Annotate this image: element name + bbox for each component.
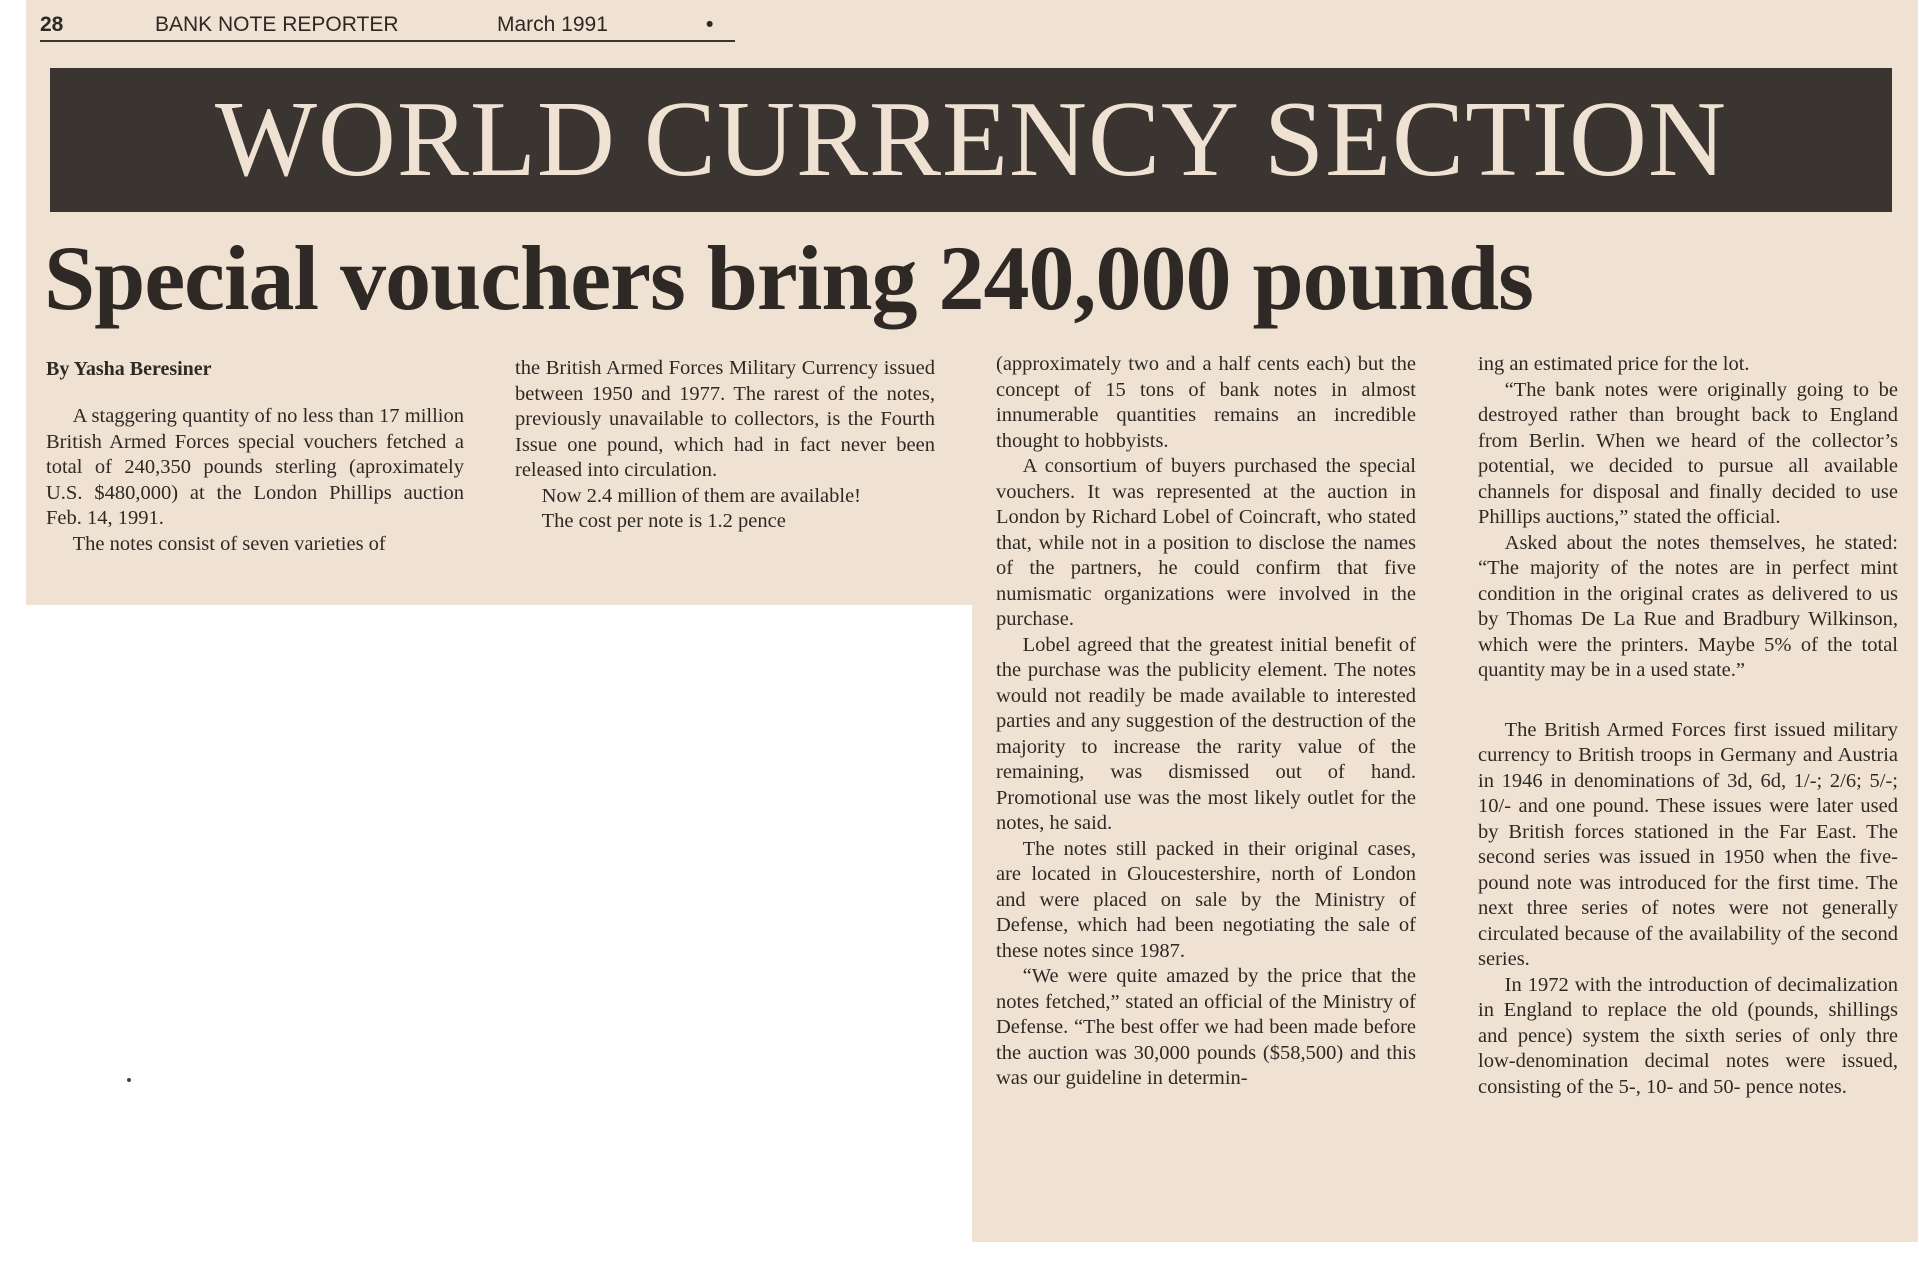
paragraph: Asked about the notes themselves, he stated: “The majority of the notes are in perfect mint condition in the original crates as delivered to us by Thomas De La Rue and Bradbury Wilkinson, which were the printers. Maybe 5% of the total quantity may be in a used state.” <box>1478 531 1898 681</box>
section-title: WORLD CURRENCY SECTION <box>214 80 1727 199</box>
section-gap <box>1478 684 1898 718</box>
paragraph: Lobel agreed that the greatest initial benefit of the purchase was the publicity element. The notes would not readily be made available to interested parties and any suggestion of the destruction of the majority to increase the rarity value of the remaining, was dismissed out of hand. Promotional use was the most likely outlet for the notes, he said. <box>996 633 1416 834</box>
paragraph: The notes consist of seven varieties of <box>72 532 386 555</box>
paragraph: (approximately two and a half cents each) but the concept of 15 tons of bank notes in almost innumerable quantities remains an incredible thought to hobbyists. <box>996 353 1416 452</box>
paragraph: “The bank notes were originally going to be destroyed rather than brought back to England from Berlin. When we heard of the collector’s potential, we decided to pursue all available channels for disposal and finally decided to use Phillips auctions,” stated the official. <box>1478 378 1898 528</box>
paragraph: A consortium of buyers purchased the special vouchers. It was represented at the auction in London by Richard Lobel of Coincraft, who stated that, while not in a position to disclose the names of the partners, he could confirm that five numismatic organizations were involved in the purchase. <box>996 455 1416 630</box>
paragraph: A staggering quantity of no less than 17 million British Armed Forces special vouchers fetched a total of 240,350 pounds sterling (aproximately U.S. $480,000) at the London Phillips auction Feb. 14, 1991. <box>46 405 464 529</box>
page-header <box>40 10 735 42</box>
paragraph: In 1972 with the introduction of decimalization in England to replace the old (pounds, shillings and pence) system the sixth series of only thre low-denomination decimal notes were issued, consisting of the 5-, 10- and 50- pence notes. <box>1478 973 1898 1098</box>
header-bullet: • <box>706 13 714 36</box>
article-column-2 <box>515 356 935 535</box>
ink-speck <box>127 1078 131 1082</box>
section-banner <box>50 68 1892 212</box>
article-column-1 <box>46 356 464 557</box>
page-number: 28 <box>40 13 64 36</box>
paragraph: Now 2.4 million of them are available! <box>541 484 862 507</box>
article-column-3 <box>996 352 1416 1092</box>
paragraph: “We were quite amazed by the price that the notes fetched,” stated an official of the Ministry of Defense. “The best offer we had been made before the auction was 30,000 pounds ($58,500) and this was our guideline in determin- <box>996 965 1416 1089</box>
issue-date: March 1991 <box>497 13 608 36</box>
paragraph: The notes still packed in their original cases, are located in Gloucestershire, north of London and were placed on sale by the Ministry of Defense, which had been negotiating the sale of these notes since 1987. <box>996 837 1416 962</box>
byline: By Yasha Beresiner <box>46 358 212 380</box>
publication-name: BANK NOTE REPORTER <box>155 13 399 36</box>
paragraph: The cost per note is 1.2 pence <box>541 510 786 532</box>
paragraph: ing an estimated price for the lot. <box>1478 353 1750 375</box>
article-column-4 <box>1478 352 1898 1100</box>
article-headline: Special vouchers bring 240,000 pounds <box>44 227 1533 329</box>
paragraph: The British Armed Forces first issued military currency to British troops in Germany and Austria in 1946 in denominations of 3d, 6d, 1/-; 2/6; 5/-; 10/- and one pound. These issues were later used by British forces stationed in the Far East. The second series was issued in 1950 when the five-pound note was introduced for the first time. The next three series of notes were not generally circulated because of the availability of the second series. <box>1478 718 1898 970</box>
paragraph: the British Armed Forces Military Currency issued between 1950 and 1977. The rarest of the notes, previously unavailable to collectors, is the Fourth Issue one pound, which had in fact never been released into circulation. <box>515 357 935 481</box>
